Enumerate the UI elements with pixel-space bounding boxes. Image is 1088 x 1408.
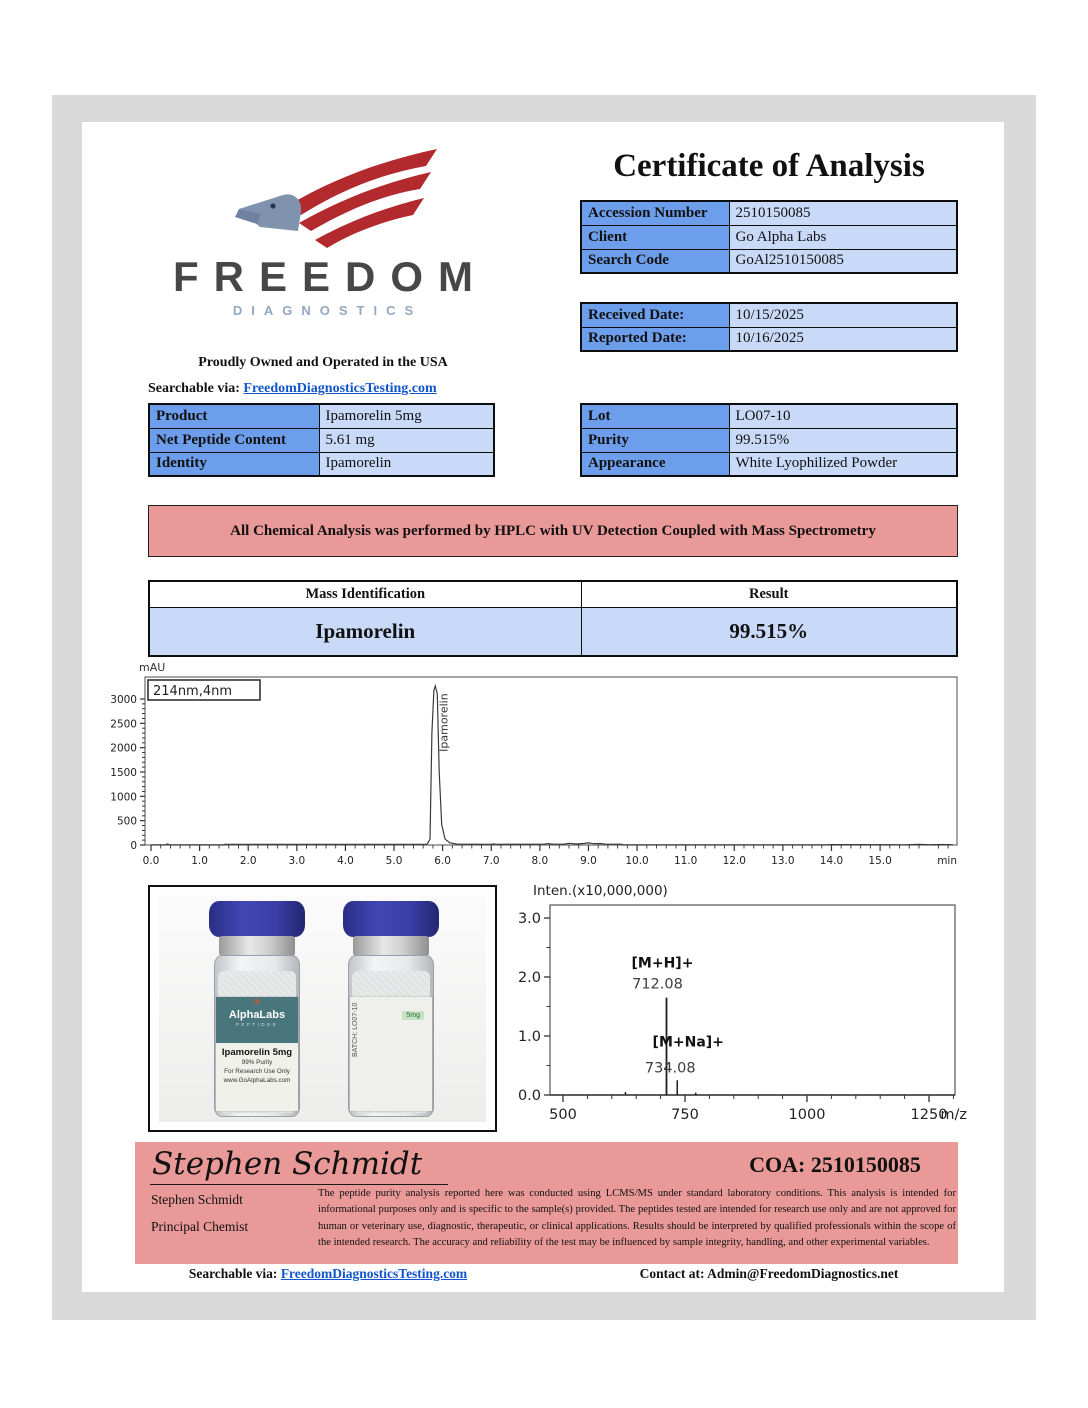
row-value: 5.61 mg — [319, 428, 494, 452]
svg-text:Inten.(x10,000,000): Inten.(x10,000,000) — [533, 883, 668, 899]
svg-text:7.0: 7.0 — [482, 855, 500, 867]
vial-product-name: Ipamorelin 5mg — [221, 1047, 293, 1058]
row-value: Go Alpha Labs — [729, 225, 957, 249]
vial-purity-line: 99% Purity — [241, 1059, 273, 1066]
tagline: Proudly Owned and Operated in the USA — [198, 355, 448, 370]
svg-text:3.0: 3.0 — [288, 855, 306, 867]
row-label: Client — [581, 225, 729, 249]
table-row — [581, 249, 957, 273]
svg-text:500: 500 — [549, 1107, 577, 1123]
logo — [148, 145, 498, 330]
svg-text:500: 500 — [116, 815, 137, 828]
row-label: Net Peptide Content — [149, 428, 319, 452]
method-banner: All Chemical Analysis was performed by HPLC with UV Detection Coupled with Mass Spectrometry — [148, 505, 958, 557]
footer-searchable — [148, 1266, 508, 1282]
svg-text:m/z: m/z — [940, 1107, 967, 1123]
svg-text:214nm,4nm: 214nm,4nm — [153, 684, 233, 699]
vial-label-product-area — [216, 1043, 298, 1111]
svg-text:5.0: 5.0 — [385, 855, 403, 867]
svg-text:2.0: 2.0 — [517, 970, 541, 986]
svg-text:2.0: 2.0 — [239, 855, 257, 867]
row-label: Reported Date: — [581, 327, 729, 351]
row-label: Received Date: — [581, 303, 729, 327]
vial-research-line: For Research Use Only — [224, 1068, 290, 1075]
footer-contact: Contact at: Admin@FreedomDiagnostics.net — [639, 1266, 899, 1281]
table-header-row — [149, 581, 957, 607]
brand-name: AlphaLabs — [228, 1009, 286, 1021]
footer-searchable-label: Searchable via: — [188, 1266, 278, 1281]
table-row — [581, 452, 957, 476]
coa-number: COA: 2510150085 — [749, 1152, 921, 1177]
vial-back — [331, 901, 451, 1123]
svg-text:[M+H]+: [M+H]+ — [631, 955, 694, 972]
table-row — [581, 225, 957, 249]
table-row — [581, 201, 957, 225]
mass-spectrum-chart — [500, 878, 985, 1150]
batch-side-text: BATCH: LO07-10 — [352, 1002, 359, 1057]
row-value: Ipamorelin — [319, 452, 494, 476]
row-label: Purity — [581, 428, 729, 452]
chemist-name: Stephen Schmidt — [151, 1192, 243, 1207]
vial-cap — [343, 901, 439, 937]
result-cell: 99.515% — [581, 607, 957, 656]
vial-cap — [209, 901, 305, 937]
table-row — [149, 452, 494, 476]
lot-table — [580, 403, 958, 477]
svg-text:1.0: 1.0 — [191, 855, 208, 867]
vial-url-line: www.GoAlphaLabs.com — [223, 1077, 291, 1084]
photo-background — [159, 895, 486, 1122]
svg-text:3.0: 3.0 — [517, 911, 541, 927]
svg-text:13.0: 13.0 — [771, 855, 795, 867]
row-value: 2510150085 — [729, 201, 957, 225]
searchable-label: Searchable via: — [148, 381, 240, 396]
svg-text:9.0: 9.0 — [580, 855, 597, 867]
svg-text:712.08: 712.08 — [632, 976, 683, 993]
svg-text:12.0: 12.0 — [722, 855, 746, 867]
row-label: Identity — [149, 452, 319, 476]
vial-crimp — [353, 936, 429, 956]
svg-text:750: 750 — [671, 1107, 699, 1123]
svg-text:1000: 1000 — [788, 1107, 826, 1123]
vial-photo — [148, 885, 497, 1132]
row-label: Accession Number — [581, 201, 729, 225]
table-row — [149, 607, 957, 656]
svg-text:0.0: 0.0 — [517, 1088, 541, 1104]
row-label: Product — [149, 404, 319, 428]
table-row — [149, 404, 494, 428]
page-title: Certificate of Analysis — [613, 148, 925, 184]
searchable-link[interactable]: FreedomDiagnosticsTesting.com — [243, 381, 437, 396]
column-header: Result — [581, 581, 957, 607]
svg-text:2500: 2500 — [110, 718, 137, 731]
brand-subtitle: PEPTIDES — [235, 1022, 279, 1027]
svg-text:14.0: 14.0 — [819, 855, 844, 867]
vial-back-label — [350, 997, 432, 1111]
row-label: Search Code — [581, 249, 729, 273]
vial-label-brand-area — [216, 997, 298, 1043]
svg-text:[M+Na]+: [M+Na]+ — [652, 1034, 724, 1051]
svg-text:0: 0 — [130, 840, 137, 852]
svg-text:min: min — [937, 855, 957, 867]
column-header: Mass Identification — [149, 581, 581, 607]
mass-identification-table — [148, 580, 958, 657]
svg-text:0.0: 0.0 — [142, 855, 160, 867]
logo-subtext: DIAGNOSTICS — [232, 303, 423, 318]
table-row — [581, 303, 957, 327]
accession-table — [580, 200, 958, 274]
hplc-chromatogram-chart — [96, 660, 980, 880]
row-value: 99.515% — [729, 428, 957, 452]
svg-text:734.08: 734.08 — [644, 1060, 696, 1077]
vial-front-label — [216, 997, 298, 1111]
svg-text:10.0: 10.0 — [625, 855, 649, 867]
svg-text:3000: 3000 — [110, 694, 137, 706]
svg-text:mAU: mAU — [139, 661, 166, 674]
svg-text:1500: 1500 — [110, 767, 137, 779]
row-value: Ipamorelin 5mg — [319, 404, 494, 428]
svg-text:8.0: 8.0 — [531, 855, 549, 867]
svg-text:1250: 1250 — [910, 1107, 948, 1123]
row-value: 10/16/2025 — [729, 327, 957, 351]
vial-crimp — [219, 936, 295, 956]
svg-text:4.0: 4.0 — [337, 855, 354, 867]
row-value: White Lyophilized Powder — [729, 452, 957, 476]
table-row — [581, 428, 957, 452]
row-label: Lot — [581, 404, 729, 428]
row-value: 10/15/2025 — [729, 303, 957, 327]
table-row — [581, 327, 957, 351]
signature-script: Stephen Schmidt — [150, 1146, 448, 1185]
dose-badge: 5mg — [402, 1011, 424, 1020]
table-row — [581, 404, 957, 428]
chemist-title: Principal Chemist — [151, 1219, 249, 1234]
svg-text:Ipamorelin: Ipamorelin — [437, 693, 451, 752]
svg-text:2000: 2000 — [110, 742, 137, 755]
svg-text:1.0: 1.0 — [517, 1029, 541, 1045]
disclaimer-text: The peptide purity analysis reported here was conducted using LCMS/MS under standard laboratory conditions. This analysis is intended for informational purposes only and is specific to the sample(s) provided. The peptides tested are intended for research use only and are not approved for human or veterinary use, diagnostic, therapeutic, or clinical applications. Results should be interpreted by qualified professionals within the scope of the intended research. The accuracy and reliability of the test may be influenced by sample integrity, handling, and other experimental variables. — [318, 1188, 956, 1249]
mass-id-cell: Ipamorelin — [149, 607, 581, 656]
vial-front — [197, 901, 317, 1123]
searchable-line — [148, 381, 548, 397]
svg-text:1000: 1000 — [110, 791, 137, 804]
logo-wordmark: FREEDOM — [173, 253, 488, 300]
row-value: LO07-10 — [729, 404, 957, 428]
eagle-flag-icon — [203, 147, 443, 253]
row-value: GoAl2510150085 — [729, 249, 957, 273]
table-row — [149, 428, 494, 452]
dates-table — [580, 302, 958, 352]
row-label: Appearance — [581, 452, 729, 476]
signature-block — [135, 1142, 958, 1264]
svg-text:15.0: 15.0 — [868, 855, 892, 867]
svg-text:6.0: 6.0 — [434, 855, 451, 867]
brand-star-icon: ✳ — [252, 997, 262, 1008]
product-table — [148, 403, 495, 477]
svg-text:11.0: 11.0 — [673, 855, 698, 867]
footer-searchable-link[interactable]: FreedomDiagnosticsTesting.com — [280, 1266, 468, 1281]
